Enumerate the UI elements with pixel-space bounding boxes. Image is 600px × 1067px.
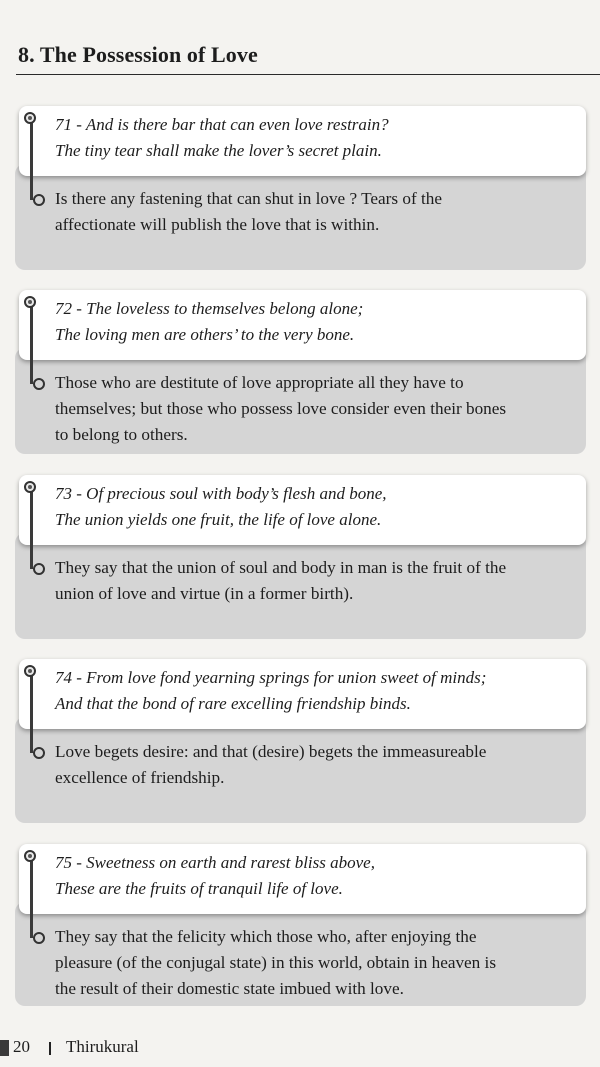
verse-line-1: 74 - From love fond yearning springs for union sweet of minds; [55, 668, 487, 687]
pin-bottom-icon [33, 747, 45, 759]
couplet-card [15, 659, 586, 823]
thread-line [30, 120, 33, 200]
pin-bottom-icon [33, 932, 45, 944]
meaning-line: themselves; but those who possess love consider even their bones [55, 399, 507, 418]
verse-line-2: The tiny tear shall make the lover’s secret plain. [55, 141, 382, 160]
page-marker-icon [0, 1040, 9, 1056]
pin-top-icon [24, 112, 36, 124]
meaning-line: union of love and virtue (in a former birth). [55, 584, 354, 603]
chapter-title: 8. The Possession of Love [18, 42, 258, 67]
couplet-card [15, 106, 586, 270]
meaning-text [55, 739, 568, 791]
meaning-text [55, 186, 568, 238]
pin-top-icon [24, 665, 36, 677]
verse-line-1: 71 - And is there bar that can even love restrain? [55, 115, 389, 134]
meaning-line: affectionate will publish the love that is within. [55, 215, 380, 234]
meaning-line: They say that the union of soul and body in man is the fruit of the [55, 558, 507, 577]
pin-bottom-icon [33, 563, 45, 575]
thread-line [30, 673, 33, 753]
meaning-text [55, 370, 568, 448]
pin-top-icon [24, 481, 36, 493]
meaning-line: Those who are destitute of love appropriate all they have to [55, 373, 464, 392]
verse-line-1: 73 - Of precious soul with body’s flesh and bone, [55, 484, 387, 503]
book-title: Thirukural [66, 1037, 139, 1056]
meaning-line: the result of their domestic state imbued with love. [55, 979, 404, 998]
couplet-card [15, 844, 586, 1006]
title-rule [16, 74, 600, 75]
meaning-line: They say that the felicity which those who, after enjoying the [55, 927, 477, 946]
verse-line-2: These are the fruits of tranquil life of love. [55, 879, 343, 898]
verse-line-1: 72 - The loveless to themselves belong alone; [55, 299, 364, 318]
meaning-text [55, 555, 568, 607]
meaning-line: Love begets desire: and that (desire) begets the immeasureable [55, 742, 487, 761]
meaning-line: to belong to others. [55, 425, 188, 444]
thread-line [30, 858, 33, 938]
couplet-card [15, 475, 586, 639]
pin-bottom-icon [33, 194, 45, 206]
meaning-text [55, 924, 568, 1002]
pin-top-icon [24, 296, 36, 308]
footer-separator [49, 1042, 51, 1055]
couplet-card [15, 290, 586, 454]
meaning-line: excellence of friendship. [55, 768, 225, 787]
pin-top-icon [24, 850, 36, 862]
meaning-line: pleasure (of the conjugal state) in this world, obtain in heaven is [55, 953, 497, 972]
pin-bottom-icon [33, 378, 45, 390]
verse-line-2: The loving men are others’ to the very bone. [55, 325, 355, 344]
meaning-line: Is there any fastening that can shut in love ? Tears of the [55, 189, 442, 208]
verse-line-1: 75 - Sweetness on earth and rarest bliss above, [55, 853, 375, 872]
thread-line [30, 304, 33, 384]
page-number: 20 [13, 1037, 30, 1056]
verse-line-2: And that the bond of rare excelling friendship binds. [55, 694, 411, 713]
page-footer [0, 1036, 300, 1058]
thread-line [30, 489, 33, 569]
verse-line-2: The union yields one fruit, the life of love alone. [55, 510, 382, 529]
